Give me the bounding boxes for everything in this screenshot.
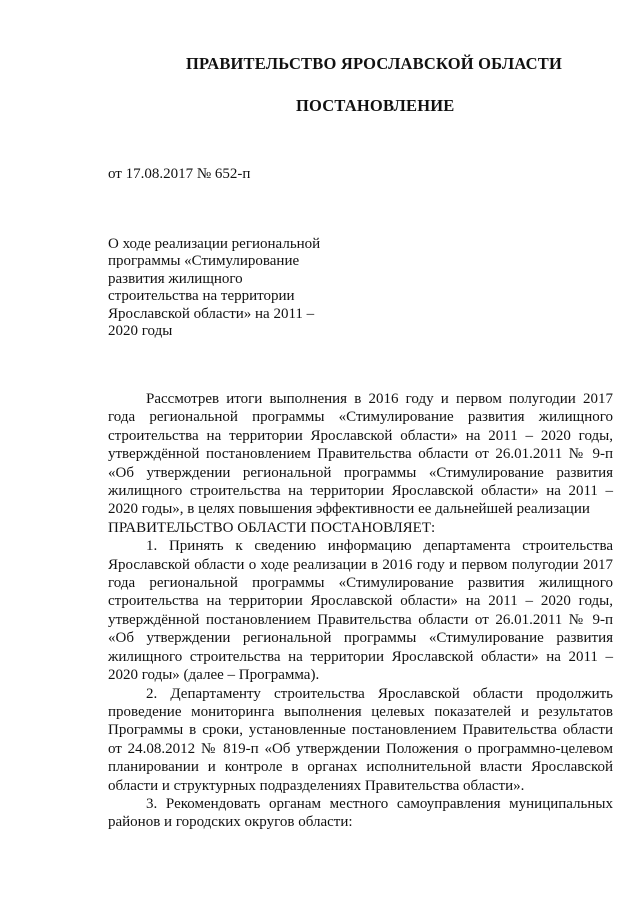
resolution-item: 2. Департаменту строительства Ярославской области продолжить проведение мониторинга выполнения целевых показателей и результатов Программы в сроки, установленные постановлением Правительства области от 24.08.2012 № 819-п «Об утверждении Положения о программно-целевом планировании и контроле в органах исполнительной власти Ярославской области и структурных подразделениях Правительства области».: [108, 685, 613, 794]
subject-line: программы «Стимулирование: [108, 253, 300, 270]
resolves-heading: ПРАВИТЕЛЬСТВО ОБЛАСТИ ПОСТАНОВЛЯЕТ:: [108, 519, 436, 536]
subject-line: 2020 годы: [108, 323, 173, 340]
resolution-item: 3. Рекомендовать органам местного самоуправления муниципальных районов и городских округов области:: [108, 795, 613, 831]
subject-line: развития жилищного: [108, 270, 243, 287]
subject-line: строительства на территории: [108, 288, 295, 305]
subject-line: О ходе реализации региональной: [108, 236, 321, 252]
organization-title: ПРАВИТЕЛЬСТВО ЯРОСЛАВСКОЙ ОБЛАСТИ: [186, 54, 563, 73]
document-date-number: от 17.08.2017 № 652-п: [108, 166, 251, 182]
document-subject: [108, 236, 348, 340]
document-type-heading: ПОСТАНОВЛЕНИЕ: [296, 96, 455, 115]
subject-line: Ярославской области» на 2011 –: [108, 305, 315, 322]
preamble-paragraph: Рассмотрев итоги выполнения в 2016 году и первом полугодии 2017 года региональной программы «Стимулирование развития жилищного строительства на территории Ярославской области» на 2011 – 2020 годы, утверждённой постановлением Правительства области от 26.01.2011 № 9-п «Об утверждении региональной программы «Стимулирование развития жилищного строительства на территории Ярославской области» на 2011 – 2020 годы», в целях повышения эффективности ее дальнейшей реализации: [108, 391, 613, 518]
document-body: [108, 390, 613, 832]
resolution-item: 1. Принять к сведению информацию департамента строительства Ярославской области о ходе реализации в 2016 году и первом полугодии 2017 года региональной программы «Стимулирование развития жилищного строительства на территории Ярославской области» на 2011 – 2020 годы, утверждённой постановлением Правительства области от 26.01.2011 № 9-п «Об утверждении региональной программы «Стимулирование развития жилищного строительства на территории Ярославской области» на 2011 – 2020 годы» (далее – Программа).: [108, 538, 613, 684]
